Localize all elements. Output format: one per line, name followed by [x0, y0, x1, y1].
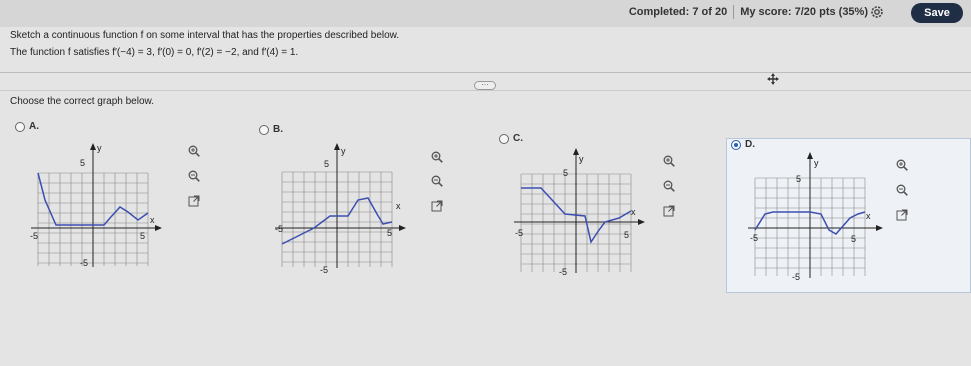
- gear-icon[interactable]: [869, 4, 885, 20]
- open-new-window-icon[interactable]: [431, 200, 443, 212]
- x-tick-5: 5: [851, 234, 857, 244]
- y-tick-neg5: -5: [80, 258, 89, 268]
- open-new-window-icon[interactable]: [663, 205, 675, 217]
- x-axis-label: x: [396, 201, 401, 211]
- zoom-in-icon[interactable]: [896, 159, 908, 171]
- x-axis-label: x: [631, 207, 636, 217]
- divider: [0, 90, 971, 91]
- x-tick-neg5: -5: [515, 228, 524, 238]
- x-tick-neg5: -5: [275, 224, 284, 234]
- option-b-label: B.: [273, 124, 283, 135]
- open-new-window-icon[interactable]: [188, 195, 200, 207]
- option-c-graph: [511, 148, 646, 278]
- option-d-graph: [745, 152, 885, 284]
- option-b-radio[interactable]: [259, 125, 269, 135]
- zoom-out-icon[interactable]: [663, 180, 675, 192]
- more-button[interactable]: ···: [474, 81, 496, 90]
- x-axis-label: x: [150, 215, 155, 225]
- question-properties: The function f satisfies f′(−4) = 3, f′(0) = 0, f′(2) = −2, and f′(4) = 1.: [10, 47, 299, 58]
- option-d-label: D.: [745, 139, 755, 150]
- y-tick-5: 5: [796, 174, 802, 184]
- option-c-label: C.: [513, 133, 523, 144]
- y-tick-5: 5: [80, 158, 86, 168]
- y-tick-5: 5: [563, 168, 569, 178]
- x-tick-neg5: -5: [30, 231, 39, 241]
- y-tick-neg5: -5: [792, 272, 801, 282]
- y-axis-label: y: [97, 143, 102, 153]
- move-cursor-icon: [767, 73, 779, 85]
- y-tick-5: 5: [324, 159, 330, 169]
- y-tick-neg5: -5: [320, 265, 329, 275]
- status-divider: [733, 5, 734, 19]
- zoom-in-icon[interactable]: [431, 151, 443, 163]
- x-axis-label: x: [866, 211, 871, 221]
- choose-prompt: Choose the correct graph below.: [10, 96, 154, 107]
- y-tick-neg5: -5: [559, 267, 568, 277]
- save-button[interactable]: Save: [911, 3, 963, 23]
- progress-status: [629, 5, 868, 19]
- top-bar: [0, 0, 971, 27]
- option-b-graph: [272, 140, 407, 275]
- option-a-graph: [28, 140, 163, 270]
- zoom-in-icon[interactable]: [188, 145, 200, 157]
- question-instruction: Sketch a continuous function f on some interval that has the properties described below.: [10, 30, 400, 41]
- zoom-out-icon[interactable]: [188, 170, 200, 182]
- option-c-radio[interactable]: [499, 134, 509, 144]
- option-a-radio[interactable]: [15, 122, 25, 132]
- x-tick-5: 5: [140, 231, 146, 241]
- completed-count: Completed: 7 of 20: [628, 6, 728, 18]
- option-d-radio[interactable]: [731, 140, 741, 150]
- divider: [0, 72, 971, 73]
- option-a-label: A.: [29, 121, 39, 132]
- x-tick-neg5: -5: [750, 233, 759, 243]
- y-axis-label: y: [579, 154, 584, 164]
- zoom-out-icon[interactable]: [896, 184, 908, 196]
- zoom-in-icon[interactable]: [663, 155, 675, 167]
- open-new-window-icon[interactable]: [896, 209, 908, 221]
- y-axis-label: y: [814, 158, 819, 168]
- score-text: My score: 7/20 pts (35%): [740, 6, 868, 18]
- x-tick-5: 5: [624, 230, 630, 240]
- x-tick-5: 5: [387, 228, 393, 238]
- y-axis-label: y: [341, 146, 346, 156]
- zoom-out-icon[interactable]: [431, 175, 443, 187]
